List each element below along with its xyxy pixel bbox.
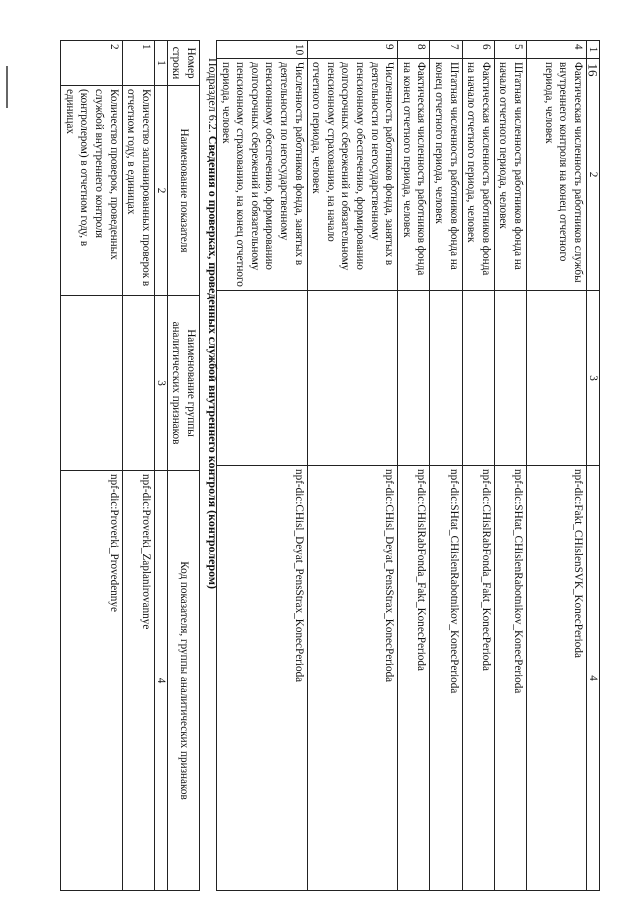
row-number: 10 [217, 41, 308, 59]
indicator-name: Фактическая численность работников фонда на конец отчетного периода, человек [398, 59, 430, 291]
indicator-code: npf-dic:CHisl_Deyat_PensStrax_KonecPerioda [217, 466, 308, 891]
indicator-name: Численность работников фонда, занятых в деятельности по негосударственному пенсионному обеспечению, формированию долгосрочных сбережений и обязательному пенсионному страхованию, на конец отчетного периода, человек [217, 59, 308, 291]
column-index-row [587, 41, 600, 891]
indicator-code: npf-dic:CHislRabFonda_Fakt_KonecPerioda [398, 466, 430, 891]
table-row [430, 41, 462, 891]
column-header: Код показателя, группы аналитических признаков [167, 471, 199, 891]
table-header-row [167, 41, 199, 891]
table-row [462, 41, 494, 891]
row-number: 5 [494, 41, 526, 59]
row-number: 8 [398, 41, 430, 59]
row-number: 1 [122, 41, 154, 86]
indicator-name: Численность работников фонда, занятых в деятельности по негосударственному пенсионному обеспечению, формированию долгосрочных сбережений и обязательному пенсионному страхованию, на начало отчетного периода, человек [307, 59, 398, 291]
analytic-group [307, 291, 398, 466]
subsection-title: Сведения о проверках, проведенных службой внутреннего контроля (контролером) [206, 135, 220, 590]
table-row [307, 41, 398, 891]
table-row [122, 41, 154, 891]
column-index-cell: 4 [587, 466, 600, 891]
analytic-group [527, 291, 587, 466]
inspections-table [60, 40, 200, 891]
table-row [61, 41, 122, 891]
analytic-group [430, 291, 462, 466]
subsection-heading [205, 58, 220, 888]
analytic-group [217, 291, 308, 466]
row-number: 2 [61, 41, 122, 86]
indicator-code: npf-dic:Proverki_Provedennye [61, 471, 122, 891]
column-index-cell: 4 [154, 471, 167, 891]
indicator-name: Количество проверок, проведенных службой внутреннего контроля (контролером) в отчетном году, в единицах [61, 86, 122, 296]
column-index-cell: 2 [587, 59, 600, 291]
indicator-code: npf-dic:Fakt_CHislenSVK_KonecPerioda [527, 466, 587, 891]
indicator-code: npf-dic:SHtat_CHislenRabotnikov_KonecPerioda [430, 466, 462, 891]
subsection-prefix: Подраздел 6.2. [206, 58, 220, 133]
indicators-table-continued [216, 40, 600, 891]
indicator-code: npf-dic:Proverki_Zaplanirovannye [122, 471, 154, 891]
table-row [217, 41, 308, 891]
page-number: 16 [585, 63, 601, 77]
indicator-name: Количество запланированных проверок в отчетном году, в единицах [122, 86, 154, 296]
row-number: 6 [462, 41, 494, 59]
row-number: 4 [527, 41, 587, 59]
indicator-name: Фактическая численность работников службы внутреннего контроля на конец отчетного периода, человек [527, 59, 587, 291]
column-index-cell: 3 [587, 291, 600, 466]
analytic-group [494, 291, 526, 466]
column-index-cell: 1 [154, 41, 167, 86]
indicator-name: Штатная численность работников фонда на конец отчетного периода, человек [430, 59, 462, 291]
column-index-cell: 2 [154, 86, 167, 296]
column-header: Наименование группы аналитических признаков [167, 296, 199, 471]
scan-edge-mark [6, 66, 8, 108]
column-header: Наименование показателя [167, 86, 199, 296]
indicator-code: npf-dic:CHisl_Deyat_PensStrax_KonecPerioda [307, 466, 398, 891]
column-index-cell: 3 [154, 296, 167, 471]
rotated-page [40, 40, 600, 890]
column-index-cell: 1 [587, 41, 600, 59]
analytic-group [398, 291, 430, 466]
column-index-row [154, 41, 167, 891]
analytic-group [122, 296, 154, 471]
indicator-name: Штатная численность работников фонда на начало отчетного периода, человек [494, 59, 526, 291]
table-row [398, 41, 430, 891]
indicator-code: npf-dic:SHtat_CHislenRabotnikov_KonecPerioda [494, 466, 526, 891]
analytic-group [61, 296, 122, 471]
indicator-code: npf-dic:CHislRabFonda_Fakt_KonecPerioda [462, 466, 494, 891]
column-header: Номер строки [167, 41, 199, 86]
analytic-group [462, 291, 494, 466]
indicator-name: Фактическая численность работников фонда на начало отчетного периода, человек [462, 59, 494, 291]
table-row [494, 41, 526, 891]
row-number: 9 [307, 41, 398, 59]
table-row [527, 41, 587, 891]
row-number: 7 [430, 41, 462, 59]
